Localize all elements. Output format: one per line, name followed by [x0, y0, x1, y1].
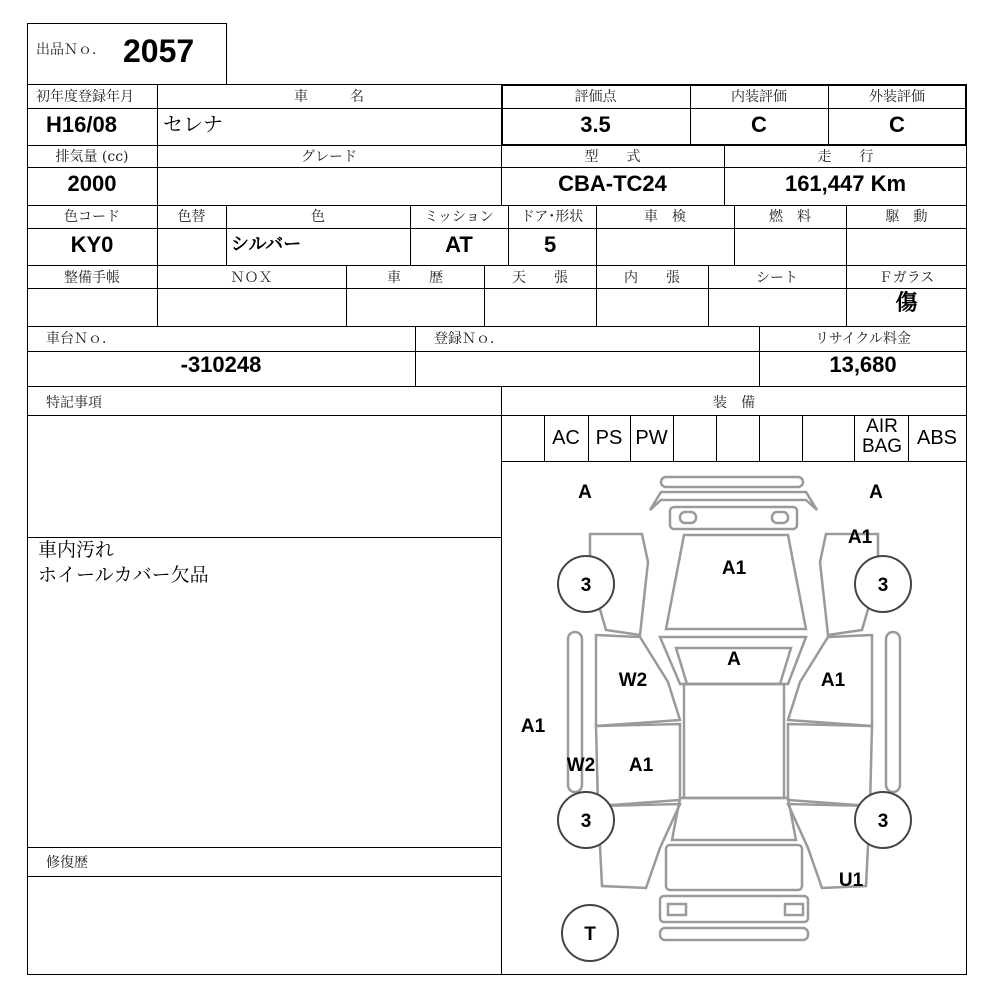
equipment-abs: ABS: [916, 427, 958, 449]
interior-score-value: C: [751, 112, 767, 137]
score-label: 評価点: [574, 89, 617, 105]
service-record-label: 整備手帳: [64, 270, 120, 286]
notes-label: 特記事項: [46, 395, 102, 411]
spare-tire-value: T: [584, 924, 596, 945]
notes-line: ホイールカバー欠品: [38, 564, 209, 586]
damage-mark: A1: [847, 527, 873, 548]
front-glass-label: Ｆガラス: [878, 270, 935, 286]
damage-mark: A1: [520, 716, 546, 737]
displacement-value: 2000: [67, 171, 117, 196]
seat-label: シート: [756, 270, 798, 286]
damage-mark: A1: [721, 558, 747, 579]
equipment-ps: PS: [595, 427, 623, 449]
grade-label: グレード: [301, 149, 357, 165]
divider: [415, 326, 416, 386]
registration-label: 登録Ｎｏ．: [434, 331, 504, 347]
nox-label: ＮＯＸ: [230, 270, 273, 286]
headlight-right: [772, 512, 788, 523]
damage-mark: A: [869, 482, 883, 503]
divider: [716, 415, 717, 461]
tailgate-outline: [666, 845, 802, 890]
damage-mark: A: [727, 649, 741, 670]
reg-date-label: 初年度登録年月: [36, 89, 134, 105]
damage-mark: A1: [628, 755, 654, 776]
recycle-value: 13,680: [829, 352, 897, 377]
divider: [27, 288, 967, 289]
equipment-ac: AC: [552, 427, 580, 449]
damage-mark: A: [578, 482, 592, 503]
color-code-label: 色コード: [64, 209, 120, 225]
right-side-sill: [886, 632, 900, 792]
front-glass-value: 傷: [895, 291, 918, 316]
damage-mark: W2: [618, 670, 648, 691]
damage-mark: U1: [838, 870, 864, 891]
transmission-value: AT: [445, 232, 473, 257]
car-name-label: 車 名: [294, 89, 364, 105]
right-rear-door: [788, 724, 872, 806]
lot-number-value: 2057: [123, 33, 195, 69]
chassis-value: -310248: [180, 352, 262, 377]
tire-front-right-value: 3: [877, 575, 889, 596]
fuel-label: 燃 料: [769, 209, 811, 225]
divider: [27, 326, 967, 327]
repair-history-label: 修復歴: [46, 855, 88, 871]
divider: [27, 386, 967, 387]
model-value: CBA-TC24: [558, 171, 667, 196]
front-panel-outline: [670, 507, 797, 529]
recolor-label: 色替: [177, 209, 206, 225]
transmission-label: ミッション: [424, 209, 494, 225]
reg-date-value: H16/08: [46, 112, 117, 137]
model-label: 型 式: [584, 149, 641, 165]
tire-front-left-value: 3: [580, 575, 592, 596]
front-bumper-outline: [661, 477, 803, 487]
roof-label: 天 張: [512, 270, 568, 286]
chassis-label: 車台Ｎｏ．: [46, 331, 116, 347]
tire-rear-left-value: 3: [580, 811, 592, 832]
divider: [759, 415, 760, 461]
divider: [27, 847, 502, 848]
headlight-left: [680, 512, 696, 523]
damage-mark: A1: [820, 670, 846, 691]
divider: [27, 167, 967, 168]
rear-bumper-outline: [660, 928, 808, 940]
damage-mark: W2: [566, 755, 596, 776]
divider: [27, 876, 502, 877]
divider: [673, 415, 674, 461]
car-damage-diagram: [502, 462, 966, 974]
color-label: 色: [311, 209, 325, 225]
inspection-label: 車 検: [644, 209, 686, 225]
equipment-pw: PW: [635, 427, 668, 449]
divider: [802, 415, 803, 461]
equipment-label: 装 備: [713, 395, 755, 411]
car-name-value: セレナ: [163, 112, 223, 136]
notes-text: [38, 538, 209, 588]
roof-outline: [684, 684, 784, 798]
equipment-airbag: AIR BAG: [861, 416, 903, 457]
divider: [27, 415, 967, 416]
color-code-value: KY0: [70, 232, 114, 257]
divider: [27, 228, 967, 229]
history-label: 車 歴: [387, 270, 443, 286]
mileage-label: 走 行: [817, 149, 874, 165]
rear-lamp-left: [668, 904, 686, 915]
tire-rear-right-value: 3: [877, 811, 889, 832]
mileage-value: 161,447 Km: [784, 171, 907, 196]
exterior-score-value: C: [889, 112, 905, 137]
rear-lamp-right: [785, 904, 803, 915]
door-label: ドア･形状: [520, 209, 584, 225]
interior-lining-label: 内 張: [624, 270, 680, 286]
divider: [27, 265, 967, 266]
exterior-score-label: 外装評価: [869, 89, 925, 105]
rear-window-outline: [672, 798, 796, 840]
score-value: 3.5: [580, 112, 611, 137]
interior-score-label: 内装評価: [731, 89, 787, 105]
door-value: 5: [544, 232, 557, 257]
drive-label: 駆 動: [885, 209, 928, 225]
color-value: シルバー: [231, 234, 302, 255]
displacement-label: 排気量 (cc): [55, 149, 129, 165]
hood-outline: [666, 535, 806, 629]
recycle-label: リサイクル料金: [814, 331, 912, 347]
divider: [854, 415, 855, 461]
divider: [27, 205, 967, 206]
notes-line: 車内汚れ: [38, 539, 115, 561]
lot-number-label: 出品Ｎｏ．: [36, 42, 106, 58]
